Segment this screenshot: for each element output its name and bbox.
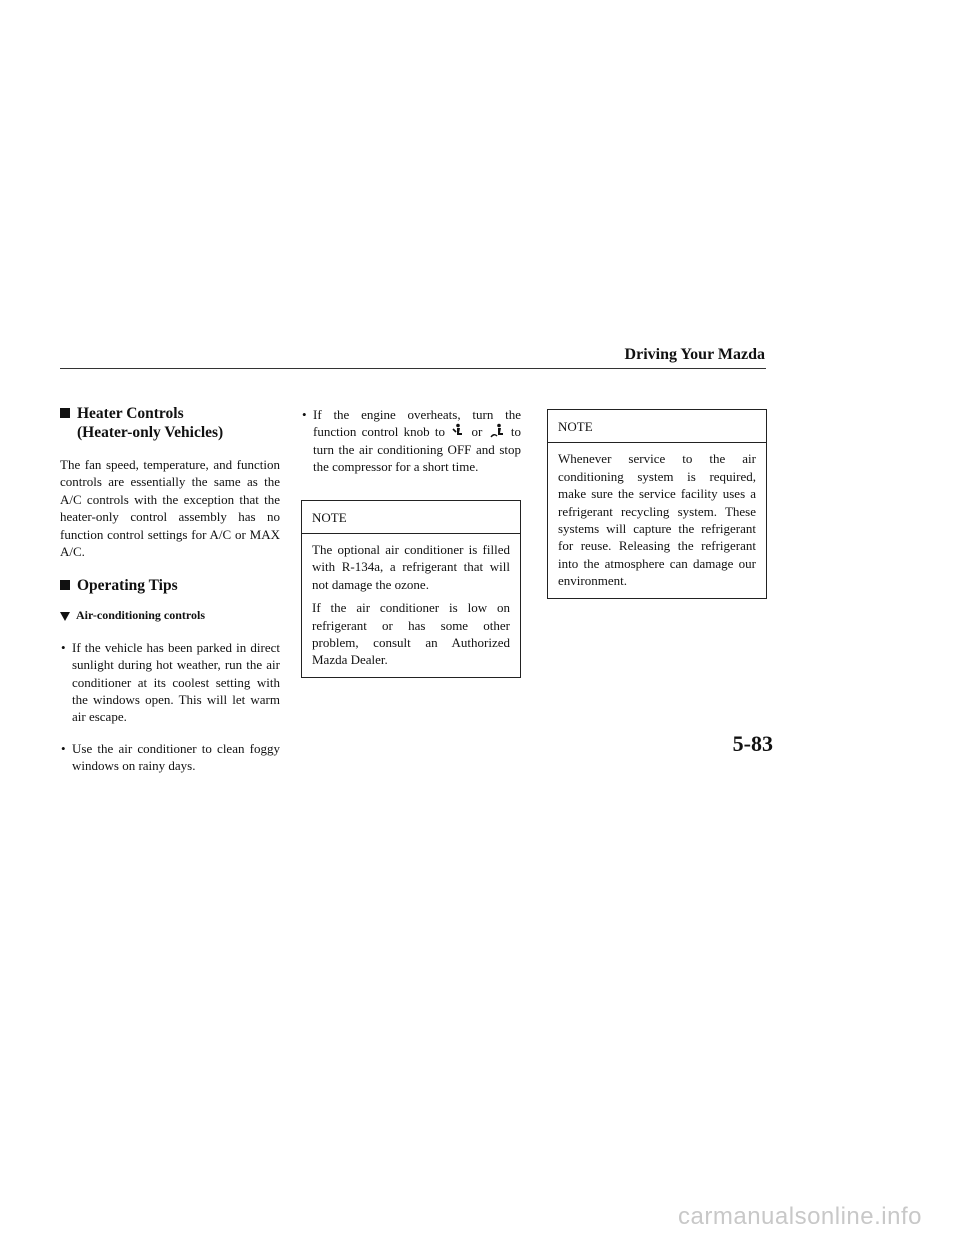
list-item (60, 740, 280, 775)
column-middle (301, 404, 521, 678)
floor-defrost-mode-icon (490, 423, 504, 439)
list-item (301, 406, 521, 476)
note-body (302, 534, 520, 677)
page-number: 5-83 (732, 731, 773, 756)
note-body (548, 443, 766, 597)
bullet-text: If the vehicle has been parked in direct sunlight during hot weather, run the air conditioner at its coolest setting with the windows open. This will let warm air escape. (72, 639, 280, 725)
note-heading: NOTE (548, 410, 766, 443)
bullet-text-part2: to turn the air conditioning OFF and stop the compressor for a short time. (313, 424, 522, 475)
heater-controls-body: The fan speed, temperature, and function controls are essentially the same as the A/C controls with the exception that the heater-only control assembly has no function control settings for A/C or MAX A/C. (60, 457, 280, 560)
floor-mode-icon (452, 423, 464, 439)
heater-controls-heading (60, 404, 280, 442)
column-right (547, 409, 767, 599)
square-bullet-icon (60, 408, 70, 418)
heater-controls-title: Heater Controls (77, 405, 184, 422)
column-left (60, 404, 280, 775)
triangle-down-icon (60, 612, 70, 621)
operating-tips-heading (60, 576, 280, 595)
heater-controls-subtitle: (Heater-only Vehicles) (77, 424, 224, 441)
list-item (60, 639, 280, 726)
note-box-recycling (547, 409, 767, 599)
bullet-icon: • (302, 407, 307, 422)
bullet-icon: • (61, 639, 66, 655)
ac-controls-subheading (60, 607, 280, 624)
running-header: Driving Your Mazda (624, 346, 765, 363)
operating-tips-title: Operating Tips (77, 577, 178, 595)
bullet-text-part1: If the engine overheats, turn the function control knob to (313, 407, 521, 440)
note-heading: NOTE (302, 501, 520, 534)
bullet-text: Use the air conditioner to clean foggy windows on rainy days. (72, 740, 280, 774)
bullet-text-or: or (471, 424, 483, 440)
bullet-icon: • (61, 740, 66, 756)
square-bullet-icon (60, 580, 70, 590)
watermark: carmanualsonline.info (678, 1203, 922, 1230)
note-box-refrigerant (301, 500, 521, 678)
note-paragraph: If the air conditioner is low on refrigerant or has some other problem, consult an Authorized Mazda Dealer. (312, 600, 510, 668)
note-paragraph: The optional air conditioner is filled with R-134a, a refrigerant that will not damage the ozone. (312, 542, 510, 592)
note-paragraph: Whenever service to the air conditioning system is required, make sure the service facility uses a refrigerant recycling system. These systems will capture the refrigerant for reuse. Releasing the refrigerant into the atmosphere can damage our environment. (558, 451, 756, 589)
ac-controls-subheading-text: Air-conditioning controls (76, 608, 206, 623)
header-rule (60, 368, 766, 369)
